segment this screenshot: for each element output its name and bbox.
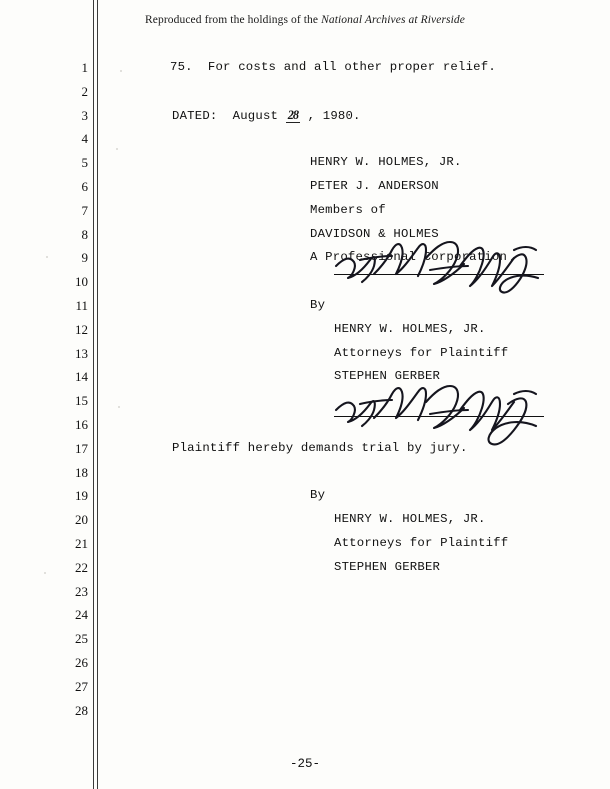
line-number: 8 <box>81 226 88 242</box>
line-number: 10 <box>75 274 88 290</box>
line-number: 16 <box>75 416 88 432</box>
line-number: 13 <box>75 345 88 361</box>
line-number: 24 <box>75 607 88 623</box>
signature-by-line-1: By <box>310 297 326 312</box>
firm-attorney-name: HENRY W. HOLMES, JR. <box>310 155 462 170</box>
blank-line <box>110 461 560 485</box>
line-number: 11 <box>75 297 88 313</box>
blank-line <box>110 127 560 151</box>
archive-stamp <box>0 14 610 26</box>
signature-by-line-2: By <box>310 488 326 503</box>
scan-speckle <box>46 256 48 258</box>
line-number: 22 <box>75 559 88 575</box>
pleading-rule-left-inner <box>97 0 98 789</box>
line-number: 9 <box>81 250 88 266</box>
line-number: 7 <box>81 202 88 218</box>
firm-members-of: Members of <box>310 202 386 217</box>
line-number: 14 <box>75 369 88 385</box>
jury-demand-line: Plaintiff hereby demands trial by jury. <box>172 440 468 455</box>
line-number: 4 <box>81 131 88 147</box>
line-number: 25 <box>75 631 88 647</box>
archive-stamp-prefix: Reproduced from the holdings of the <box>145 14 322 26</box>
blank-line <box>110 389 560 413</box>
line-number: 27 <box>75 678 88 694</box>
line-number: 18 <box>75 464 88 480</box>
signature-2-name: HENRY W. HOLMES, JR. <box>334 512 486 527</box>
page-number: -25- <box>289 757 320 771</box>
signature-1-role: Attorneys for Plaintiff <box>334 345 509 360</box>
dated-label: DATED: August <box>172 108 286 123</box>
line-number: 23 <box>75 583 88 599</box>
line-number: 3 <box>81 107 88 123</box>
firm-corporation-note: A Professional Corporation <box>310 250 508 265</box>
line-number: 17 <box>75 440 88 456</box>
line-number: 28 <box>75 702 88 718</box>
firm-attorney-name-secondary: PETER J. ANDERSON <box>310 178 439 193</box>
signature-2-client: STEPHEN GERBER <box>334 559 441 574</box>
paragraph-prayer-item-75: 75. For costs and all other proper relief. <box>170 60 496 74</box>
line-number: 15 <box>75 393 88 409</box>
line-number: 19 <box>75 488 88 504</box>
line-number: 21 <box>75 535 88 551</box>
line-number: 1 <box>81 60 88 75</box>
line-number: 5 <box>81 155 88 171</box>
dated-line <box>110 104 560 128</box>
document-body <box>110 56 560 580</box>
line-number: 2 <box>81 83 88 99</box>
signature-2-role: Attorneys for Plaintiff <box>334 535 509 550</box>
line-number: 12 <box>75 321 88 337</box>
line-number-column <box>62 56 88 722</box>
line-number: 6 <box>81 178 88 194</box>
signature-rule-2 <box>334 416 544 417</box>
dated-year: , 1980. <box>300 108 361 123</box>
signature-rule-1 <box>334 274 544 275</box>
line-number: 20 <box>75 512 88 528</box>
archive-stamp-name: National Archives at Riverside <box>321 14 465 26</box>
blank-line <box>110 80 560 104</box>
handwritten-date-day: 28 <box>287 107 298 122</box>
signature-1-client: STEPHEN GERBER <box>334 369 441 384</box>
signature-1-name: HENRY W. HOLMES, JR. <box>334 321 486 336</box>
firm-name: DAVIDSON & HOLMES <box>310 226 439 241</box>
line-number: 26 <box>75 654 88 670</box>
pleading-rule-left-outer <box>93 0 94 789</box>
scan-speckle <box>44 572 46 574</box>
